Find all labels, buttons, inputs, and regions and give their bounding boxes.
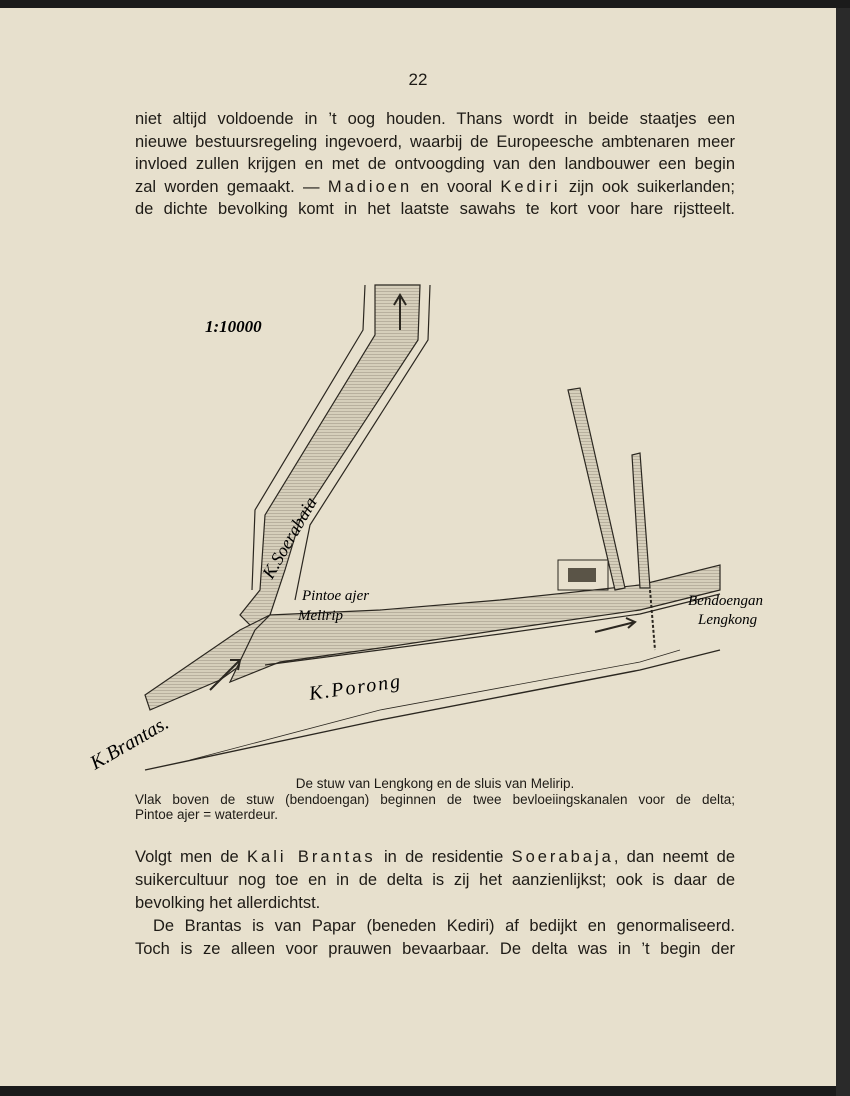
label-brantas: K.Brantas. bbox=[86, 711, 173, 775]
page-number: 22 bbox=[408, 70, 428, 89]
caption-line: Pintoe ajer = waterdeur. bbox=[135, 807, 278, 822]
building bbox=[568, 568, 596, 582]
label-porong: K.Porong bbox=[307, 670, 404, 705]
text-line: Volgt men de Kali Brantas in de residentie Soerabaja, dan neemt de bbox=[135, 848, 735, 866]
text-line: bevolking het allerdichtst. bbox=[135, 894, 321, 912]
text-line: suikercultuur nog toe en in de delta is zij het aanzienlijkst; ook is daar de bbox=[135, 871, 735, 889]
place-name: Kali Brantas bbox=[247, 848, 376, 866]
top-paragraph bbox=[135, 108, 735, 221]
label-lengkong: Lengkong bbox=[698, 612, 758, 628]
river-map bbox=[80, 270, 800, 780]
text-line: De Brantas is van Papar (beneden Kediri) af bedijkt en genormaliseerd. bbox=[153, 917, 735, 935]
map-scale: 1:10000 bbox=[205, 317, 262, 336]
text-line: niet altijd voldoende in ’t oog houden. Thans wordt in beide staatjes een bbox=[135, 110, 735, 128]
paragraph bbox=[135, 846, 735, 915]
text-line: invloed zullen krijgen en met de ontvoogding van den landbouwer een begin bbox=[135, 155, 735, 173]
caption-line: Vlak boven de stuw (bendoengan) beginnen de twee bevloeiingskanalen voor de delta; bbox=[135, 791, 735, 807]
label-melirip: Melirip bbox=[298, 608, 343, 624]
paragraph bbox=[135, 915, 735, 961]
text-line: nieuwe bestuursregeling ingevoerd, waarbij de Europeesche ambtenaren meer bbox=[135, 132, 735, 151]
place-name: Madioen bbox=[327, 177, 413, 196]
label-soerabaia: K.Soerabaia bbox=[258, 493, 321, 582]
text-line: de dichte bevolking komt in het laatste sawahs te kort voor hare rijstteelt. bbox=[135, 200, 735, 218]
place-name: Soerabaja bbox=[511, 848, 614, 866]
label-pintoe-ajer: Pintoe ajer bbox=[302, 588, 370, 604]
text-line: zal worden gemaakt. — Madioen en vooral Kediri zijn ook suikerlanden; bbox=[135, 177, 735, 196]
page-edge bbox=[836, 8, 850, 1096]
figure-caption bbox=[135, 776, 735, 823]
text-line: Toch is ze alleen voor prauwen bevaarbaar. De delta was in ’t begin der bbox=[135, 940, 735, 958]
caption-title: De stuw van Lengkong en de sluis van Melirip. bbox=[295, 776, 575, 791]
label-bendoengan: Bendoengan bbox=[688, 593, 763, 609]
place-name: Kediri bbox=[500, 177, 561, 196]
